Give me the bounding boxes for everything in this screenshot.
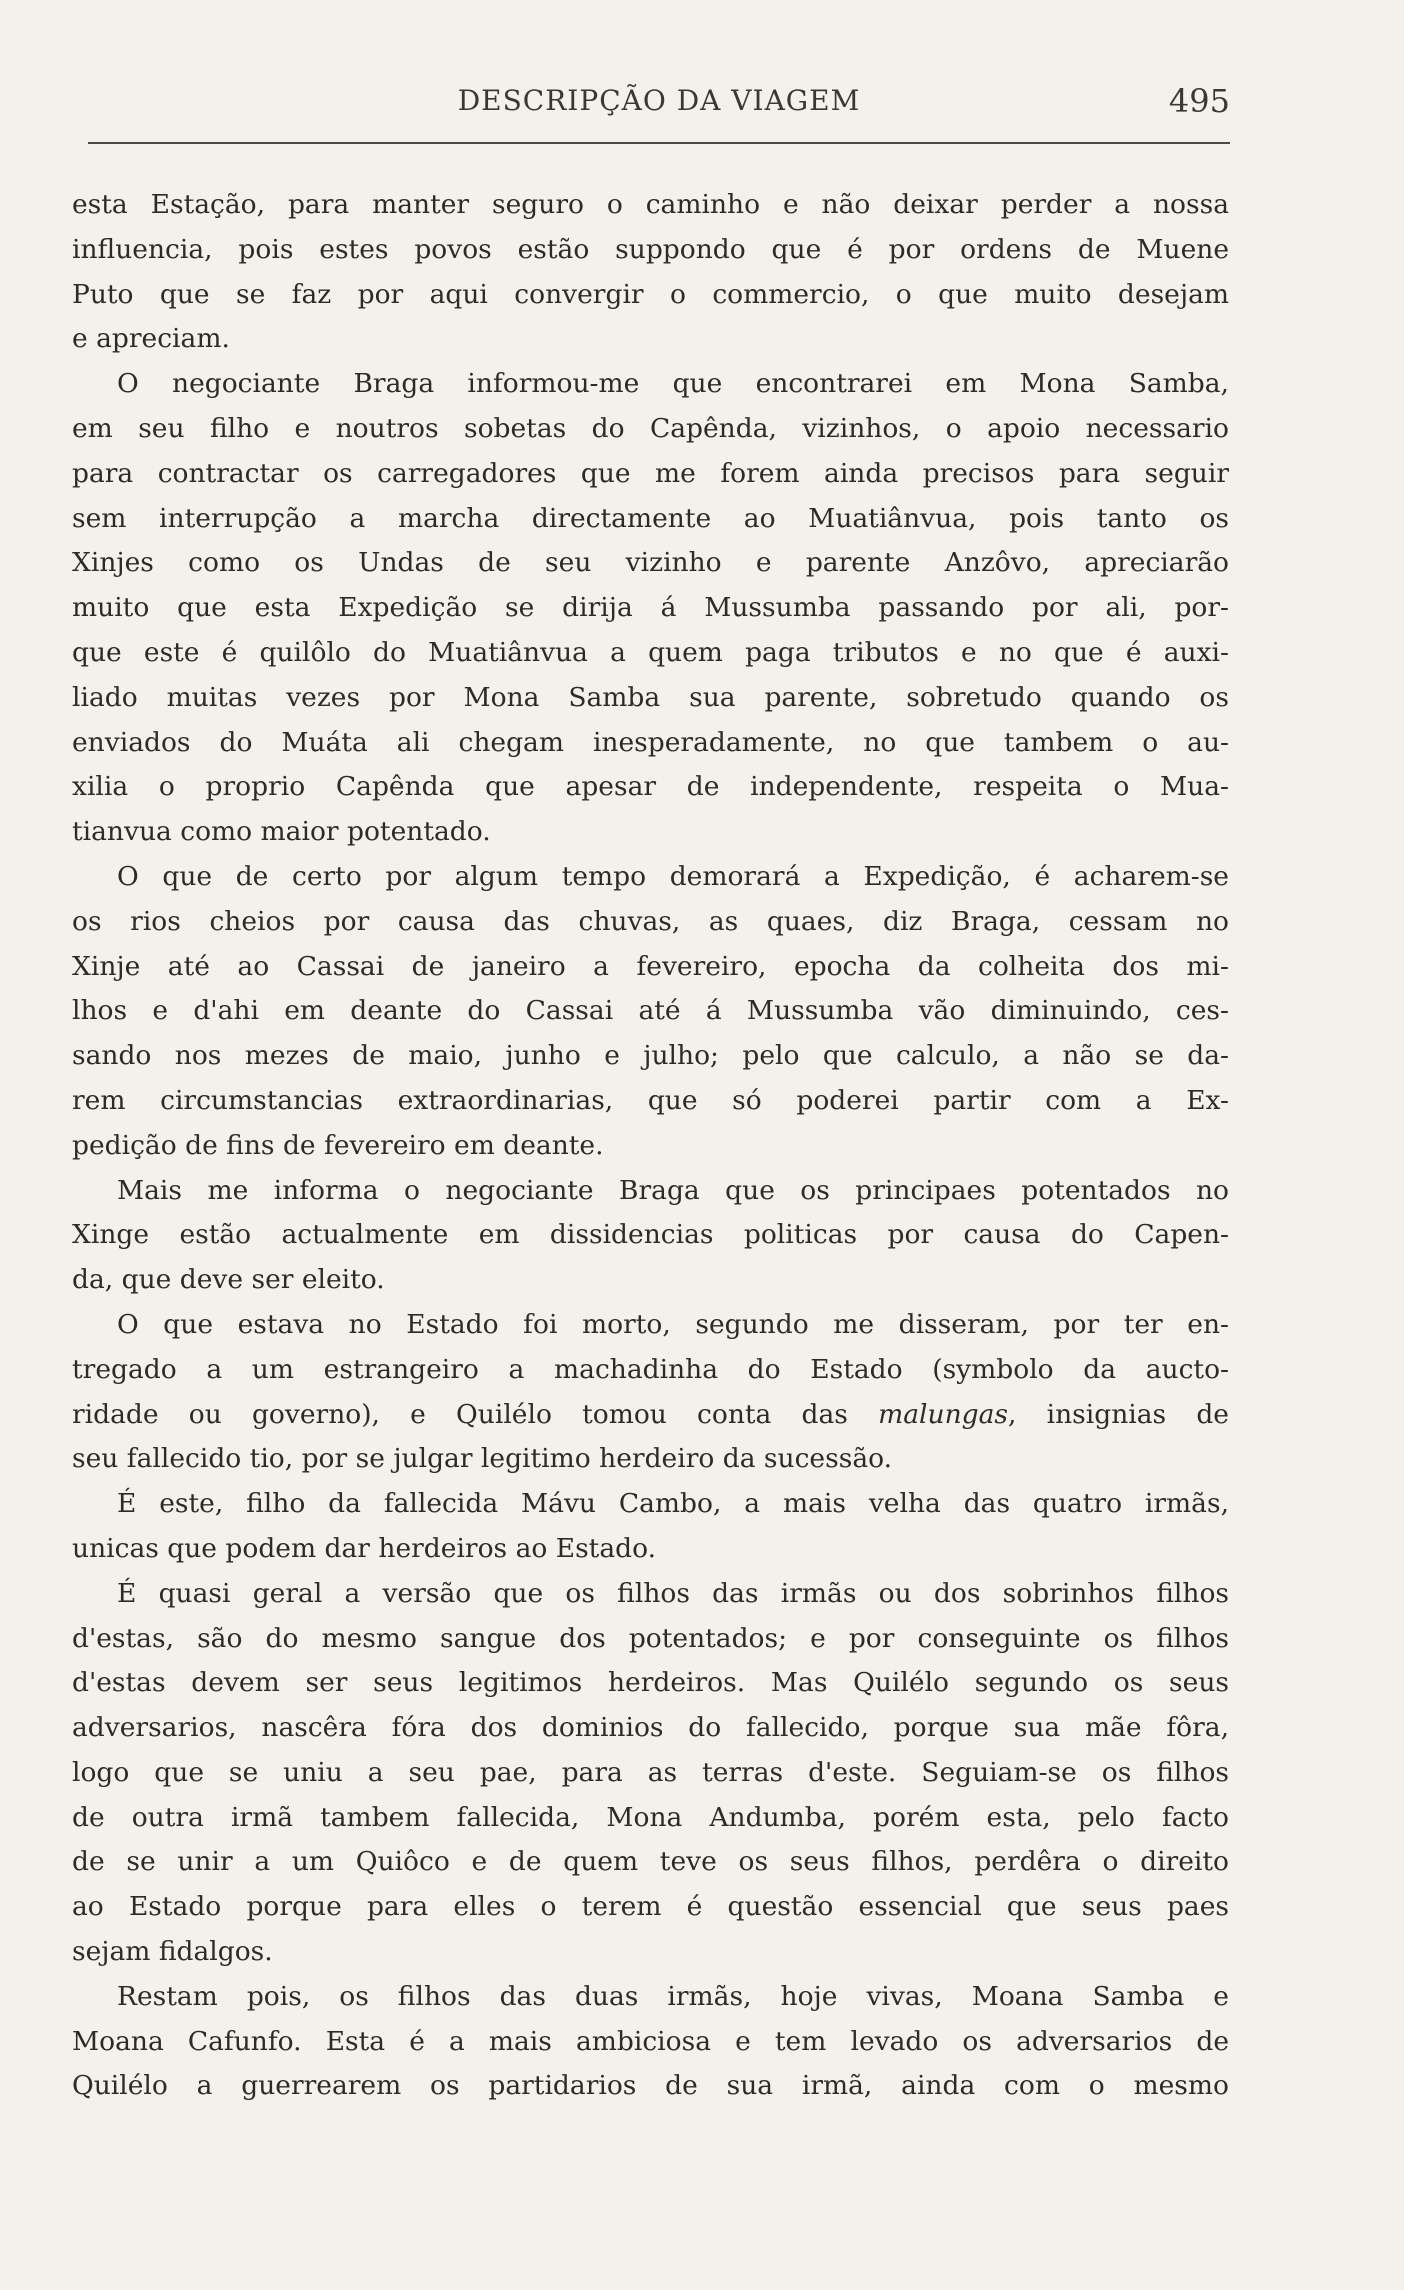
- header-rule: [88, 142, 1230, 144]
- text-line: xilia o proprio Capênda que apesar de independente, respeita o Mua-: [72, 771, 1229, 803]
- text-line: Quilélo a guerrearem os partidarios de sua irmã, ainda com o mesmo: [72, 2070, 1229, 2102]
- text-line: em seu filho e noutros sobetas do Capênda, vizinhos, o apoio necessario: [72, 412, 1229, 444]
- text-line: lhos e d'ahi em deante do Cassai até á Mussumba vão diminuindo, ces-: [72, 995, 1229, 1027]
- paragraph-first-line: O que de certo por algum tempo demorará a Expedição, é acharem-se: [117, 860, 1229, 892]
- text-line: Puto que se faz por aqui convergir o commercio, o que muito desejam: [72, 278, 1229, 310]
- text-line: unicas que podem dar herdeiros ao Estado.: [72, 1532, 657, 1564]
- text-line: para contractar os carregadores que me forem ainda precisos para seguir: [72, 457, 1229, 489]
- paragraph-first-line: Mais me informa o negociante Braga que os principaes potentados no: [117, 1174, 1229, 1206]
- text-line: sem interrupção a marcha directamente ao Muatiânvua, pois tanto os: [72, 502, 1229, 534]
- text-line: pedição de fins de fevereiro em deante.: [72, 1129, 604, 1161]
- italic-term: malungas: [878, 1398, 1009, 1430]
- text-line: seu fallecido tio, por se julgar legitimo herdeiro da sucessão.: [72, 1443, 893, 1475]
- running-head: [88, 82, 1230, 132]
- body-text: [72, 183, 1229, 2109]
- text-line: muito que esta Expedição se dirija á Mussumba passando por ali, por-: [72, 592, 1229, 624]
- paragraph-first-line: O negociante Braga informou-me que encontrarei em Mona Samba,: [117, 368, 1229, 400]
- text-line: ao Estado porque para elles o terem é questão essencial que seus paes: [72, 1891, 1229, 1923]
- paragraph-first-line: É quasi geral a versão que os filhos das irmãs ou dos sobrinhos filhos: [117, 1577, 1229, 1609]
- text-line: sejam fidalgos.: [72, 1936, 273, 1968]
- text-segment: ridade ou governo), e Quilélo tomou conta das: [72, 1398, 879, 1430]
- text-line: d'estas devem ser seus legitimos herdeiros. Mas Quilélo segundo os seus: [72, 1667, 1229, 1699]
- text-line: liado muitas vezes por Mona Samba sua parente, sobretudo quando os: [72, 681, 1229, 713]
- paragraph-first-line: Restam pois, os filhos das duas irmãs, hoje vivas, Moana Samba e: [117, 1980, 1229, 2012]
- text-line: rem circumstancias extraordinarias, que só poderei partir com a Ex-: [72, 1084, 1229, 1116]
- text-line: tianvua como maior potentado.: [72, 816, 491, 848]
- text-line: e apreciam.: [72, 323, 230, 355]
- text-line: Moana Cafunfo. Esta é a mais ambiciosa e tem levado os adversarios de: [72, 2025, 1229, 2057]
- text-line: d'estas, são do mesmo sangue dos potentados; e por conseguinte os filhos: [72, 1622, 1229, 1654]
- text-line: da, que deve ser eleito.: [72, 1264, 385, 1296]
- text-line: sando nos mezes de maio, junho e julho; pelo que calculo, a não se da-: [72, 1040, 1229, 1072]
- text-line: tregado a um estrangeiro a machadinha do Estado (symbolo da aucto-: [72, 1353, 1229, 1385]
- page-number: 495: [1168, 82, 1230, 120]
- text-line: de se unir a um Quiôco e de quem teve os seus filhos, perdêra o direito: [72, 1846, 1229, 1878]
- text-line: os rios cheios por causa das chuvas, as quaes, diz Braga, cessam no: [72, 905, 1229, 937]
- paragraph-first-line: O que estava no Estado foi morto, segundo me disseram, por ter en-: [117, 1308, 1229, 1340]
- text-line: esta Estação, para manter seguro o caminho e não deixar perder a nossa: [72, 189, 1229, 220]
- running-title: DESCRIPÇÃO DA VIAGEM: [457, 84, 861, 117]
- paragraph-first-line: É este, filho da fallecida Mávu Cambo, a mais velha das quatro irmãs,: [117, 1488, 1229, 1520]
- text-line: Xinje até ao Cassai de janeiro a fevereiro, epocha da colheita dos mi-: [72, 950, 1229, 982]
- text-line: de outra irmã tambem fallecida, Mona Andumba, porém esta, pelo facto: [72, 1801, 1229, 1833]
- text-line: que este é quilôlo do Muatiânvua a quem paga tributos e no que é auxi-: [72, 636, 1229, 668]
- text-line: Xinge estão actualmente em dissidencias politicas por causa do Capen-: [72, 1219, 1229, 1251]
- text-line: enviados do Muáta ali chegam inesperadamente, no que tambem o au-: [72, 726, 1229, 758]
- text-line: influencia, pois estes povos estão suppondo que é por ordens de Muene: [72, 233, 1229, 265]
- text-segment: , insignias de: [1008, 1398, 1229, 1430]
- text-line: adversarios, nascêra fóra dos dominios do fallecido, porque sua mãe fôra,: [72, 1712, 1229, 1744]
- text-line: Xinjes como os Undas de seu vizinho e parente Anzôvo, apreciarão: [72, 547, 1229, 579]
- text-line: logo que se uniu a seu pae, para as terras d'este. Seguiam-se os filhos: [72, 1756, 1229, 1788]
- text-line: [72, 1393, 1229, 1438]
